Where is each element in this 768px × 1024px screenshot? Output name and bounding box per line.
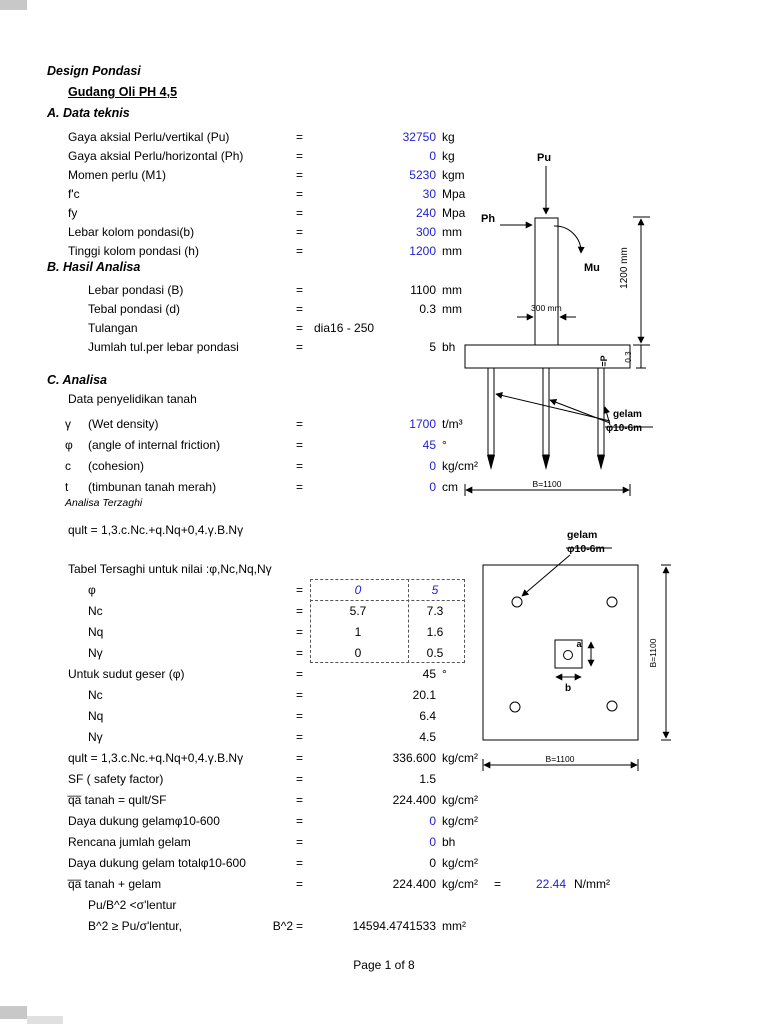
row-label: [47, 898, 296, 912]
label-text: Daya dukung gelam totalφ10-600: [68, 855, 246, 870]
row-unit: mm: [442, 282, 462, 297]
row-unit: mm: [442, 243, 462, 258]
gelam-leader: [522, 555, 570, 596]
row-unit: kg/cm²: [442, 750, 478, 765]
terzaghi-note: Analisa Terzaghi: [65, 497, 143, 509]
data-row: [47, 873, 747, 894]
row-label: [47, 523, 296, 537]
row-unit: Mpa: [442, 205, 466, 220]
pile-circle-bottom-left: [510, 702, 520, 712]
label-right: B^2: [272, 918, 293, 933]
row-label: [47, 438, 296, 452]
label-text: Nc: [88, 603, 103, 618]
row-value: 5230: [409, 167, 436, 182]
row-label: [47, 130, 296, 144]
equals-sign: =: [296, 243, 304, 258]
label-text: Untuk sudut geser (φ): [68, 666, 185, 681]
row-unit: bh: [442, 834, 456, 849]
label-text: φ: [88, 582, 96, 597]
data-row: [47, 915, 747, 936]
label-text: Jumlah tul.per lebar pondasi: [88, 339, 239, 354]
section-a-heading: A. Data teknis: [47, 106, 130, 120]
data-row: [47, 831, 747, 852]
section-b-heading: B. Hasil Analisa: [47, 260, 141, 274]
equals-sign: =: [296, 416, 304, 431]
corner-artifact-bottom-left: [0, 1006, 27, 1019]
row-label: [47, 225, 296, 239]
row-value: 1700: [409, 416, 436, 431]
row-value: 4.5: [419, 729, 436, 744]
row-label: [47, 709, 296, 723]
symbol: γ: [65, 416, 71, 431]
gelam-label: gelam: [567, 529, 598, 541]
equals-sign: =: [296, 750, 304, 765]
row-label: [47, 480, 296, 494]
footing-plan-shape: [483, 565, 638, 740]
equals-sign: =: [296, 624, 304, 639]
foundation-plan-diagram: [470, 525, 690, 775]
row-unit: mm: [442, 224, 462, 239]
equals-sign: =: [296, 186, 304, 201]
dim-b-label: b: [564, 683, 572, 694]
row-unit: kg: [442, 148, 455, 163]
equals-sign: =: [296, 687, 304, 702]
row-value: 0: [429, 148, 436, 163]
label-text: Nq: [88, 624, 104, 639]
mu-moment-label: Mu: [584, 262, 600, 274]
label-text: (angle of internal friction): [88, 437, 221, 452]
terzaghi-table-title: Tabel Tersaghi untuk nilai :φ,Nc,Nq,Nγ: [68, 561, 272, 576]
equals-sign: =: [296, 301, 304, 316]
symbol: c: [65, 458, 71, 473]
row-label: [47, 562, 296, 576]
row-value: 14594.4741533: [352, 918, 436, 933]
equals-sign: =: [296, 603, 304, 618]
equals-sign: =: [296, 582, 304, 597]
data-row: [47, 894, 747, 915]
row-label: [47, 168, 296, 182]
equals-sign: =: [296, 167, 304, 182]
symbol: t: [65, 479, 69, 494]
equals-sign: =: [296, 708, 304, 723]
row-value: 0: [429, 813, 436, 828]
label-text: Nγ: [88, 645, 103, 660]
dim-a-label: a: [576, 639, 582, 649]
row-label: [47, 321, 296, 335]
row-label: [47, 688, 296, 702]
row-value: 30: [422, 186, 436, 201]
row-label: [47, 149, 296, 163]
row-value: 240: [415, 205, 436, 220]
column-width-dim-label: 300 mm: [531, 303, 562, 313]
ph-force-label: Ph: [481, 213, 496, 225]
footing-thickness-label: 0.3: [624, 351, 633, 363]
row-unit: kg/cm²: [442, 458, 478, 473]
row-unit: kg/cm²: [442, 855, 478, 870]
row-unit: kg/cm²: [442, 876, 478, 891]
row-value: 45: [422, 437, 436, 452]
pile-circle-top-right: [607, 597, 617, 607]
label-text: B^2 ≥ Pu/σ'lentur,: [88, 918, 182, 933]
gelam-size-label: φ10-6m: [606, 423, 643, 434]
height-dim-label: 1200 mm: [619, 247, 630, 289]
row-unit: °: [442, 666, 447, 681]
equals-sign: =: [296, 458, 304, 473]
row-label: [47, 793, 296, 807]
gelam-label: gelam: [613, 409, 642, 420]
row-label: [47, 919, 296, 933]
row-value: 0.3: [419, 301, 436, 316]
row-unit-2: N/mm²: [574, 876, 610, 891]
row-unit: mm: [442, 301, 462, 316]
label-text: Momen perlu (M1): [68, 167, 167, 182]
table-value-col2: 5: [431, 582, 439, 597]
row-unit: cm: [442, 479, 458, 494]
row-label: [47, 814, 296, 828]
row-label: [47, 206, 296, 220]
row-label: [47, 772, 296, 786]
equals-sign: =: [296, 645, 304, 660]
pile-circle-bottom-right: [607, 701, 617, 711]
row-value: 5: [429, 339, 436, 354]
row-value: 32750: [402, 129, 436, 144]
equals-sign: =: [296, 834, 304, 849]
doc-subtitle: Gudang Oli PH 4,5: [68, 85, 178, 99]
row-label: [47, 730, 296, 744]
row-value: 0: [429, 834, 436, 849]
row-label: [47, 583, 296, 597]
equals-sign: =: [296, 666, 304, 681]
label-text: (timbunan tanah merah): [88, 479, 217, 494]
row-unit: bh: [442, 339, 456, 354]
table-value-col1: 5.7: [349, 603, 367, 618]
label-text: (Wet density): [88, 416, 159, 431]
row-unit: °: [442, 437, 447, 452]
table-value-col2: 0.5: [426, 645, 444, 660]
row-value: 45: [422, 666, 436, 681]
label-text: (cohesion): [88, 458, 145, 473]
equals-sign: =: [296, 876, 304, 891]
label-text: q̅a̅ tanah = qult/SF: [68, 792, 167, 807]
row-unit: kg/cm²: [442, 792, 478, 807]
table-value-col2: 1.6: [426, 624, 444, 639]
label-text: fy: [68, 205, 78, 220]
data-row: [47, 852, 747, 873]
row-value-2: 22.44: [535, 876, 566, 891]
qult-formula: qult = 1,3.c.Nc.+q.Nq+0,4.γ.B.Nγ: [68, 522, 244, 537]
equals-sign: =: [296, 282, 304, 297]
label-text: Tinggi kolom pondasi (h): [68, 243, 199, 258]
row-label: [47, 856, 296, 870]
row-value: 0: [429, 855, 436, 870]
page-number: Page 1 of 8: [353, 958, 415, 972]
label-text: Nc: [88, 687, 103, 702]
gelam-size-label: φ10-6m: [567, 543, 605, 555]
data-row: [47, 789, 747, 810]
row-unit: Mpa: [442, 186, 466, 201]
pile-circle-top-left: [512, 597, 522, 607]
label-text: Lebar kolom pondasi(b): [68, 224, 195, 239]
row-value: 1.5: [419, 771, 436, 786]
row-label: [47, 283, 296, 297]
equals-sign: =: [296, 205, 304, 220]
row-label: [47, 244, 296, 258]
foundation-elevation-diagram: [455, 140, 670, 505]
symbol: φ: [65, 437, 73, 452]
bottom-dim-label: B=1100: [545, 754, 575, 764]
equals-sign: =: [296, 918, 304, 933]
table-value-col1: 1: [354, 624, 362, 639]
row-label: [47, 302, 296, 316]
row-label: [47, 417, 296, 431]
label-text: Gaya aksial Perlu/vertikal (Pu): [68, 129, 230, 144]
row-value: 20.1: [412, 687, 436, 702]
row-value: 300: [415, 224, 436, 239]
equals-sign: =: [296, 813, 304, 828]
label-text: Rencana jumlah gelam: [68, 834, 191, 849]
row-unit: kg/cm²: [442, 813, 478, 828]
row-value: 224.400: [392, 876, 436, 891]
row-label: [47, 459, 296, 473]
side-dim-label: B=1100: [648, 638, 658, 668]
row-value: 336.600: [392, 750, 436, 765]
equals-sign: =: [296, 148, 304, 163]
soil-data-subheading: Data penyelidikan tanah: [68, 392, 197, 406]
row-label: [47, 340, 296, 354]
equals-sign: =: [296, 437, 304, 452]
equals-sign: =: [296, 320, 304, 335]
table-value-col1: 0: [354, 645, 362, 660]
row-value: 1200: [409, 243, 436, 258]
row-value: 224.400: [392, 792, 436, 807]
row-label: [47, 604, 296, 618]
equals-sign: =: [296, 771, 304, 786]
corner-artifact-bottom-strip: [27, 1016, 63, 1024]
row-label: [47, 625, 296, 639]
row-unit: kg: [442, 129, 455, 144]
row-value: 1100: [410, 282, 436, 297]
label-text: Tebal pondasi (d): [88, 301, 181, 316]
equals-sign: =: [296, 792, 304, 807]
label-text: q̅a̅ tanah + gelam: [68, 876, 162, 891]
label-text: Daya dukung gelamφ10-600: [68, 813, 220, 828]
row-label: [47, 187, 296, 201]
pu-force-label: Pu: [537, 152, 552, 164]
row-value: 0: [429, 479, 436, 494]
label-text: Pu/B^2 <σ'lentur: [88, 897, 177, 912]
label-text: Tulangan: [88, 320, 138, 335]
section-c-heading: C. Analisa: [47, 373, 107, 387]
label-text: Nγ: [88, 729, 103, 744]
footing-mark-label: =P: [599, 355, 609, 367]
row-unit: t/m³: [442, 416, 463, 431]
equals-sign: =: [296, 855, 304, 870]
row-value: 0: [429, 458, 436, 473]
label-text: qult = 1,3.c.Nc.+q.Nq+0,4.γ.B.Nγ: [68, 750, 244, 765]
column-shape: [535, 218, 558, 345]
pile-middle: [542, 368, 550, 470]
label-text: f'c: [68, 186, 80, 201]
pile-left: [487, 368, 495, 470]
data-row: [47, 810, 747, 831]
equals-sign: =: [296, 729, 304, 744]
pile-circle-center: [564, 651, 573, 660]
row-unit: mm²: [442, 918, 466, 933]
equals-sign: =: [296, 224, 304, 239]
table-value-col2: 7.3: [426, 603, 444, 618]
row-unit: kgm: [442, 167, 465, 182]
label-text: Gaya aksial Perlu/horizontal (Ph): [68, 148, 244, 163]
row-label: [47, 877, 296, 891]
row-label: [47, 646, 296, 660]
label-text: Lebar pondasi (B): [88, 282, 184, 297]
equals-sign: =: [296, 129, 304, 144]
base-dim-label: B=1100: [532, 479, 562, 489]
row-label: [47, 751, 296, 765]
table-value-col1: 0: [354, 582, 362, 597]
doc-title: Design Pondasi: [47, 64, 141, 78]
row-label: [47, 667, 296, 681]
label-text: Nq: [88, 708, 104, 723]
equals-sign-2: =: [494, 876, 502, 891]
equals-sign: =: [296, 479, 304, 494]
corner-artifact-top-left: [0, 0, 27, 10]
equals-sign: =: [296, 339, 304, 354]
row-label: [47, 835, 296, 849]
row-value: dia16 - 250: [314, 320, 375, 335]
row-value: 6.4: [419, 708, 436, 723]
label-text: SF ( safety factor): [68, 771, 164, 786]
